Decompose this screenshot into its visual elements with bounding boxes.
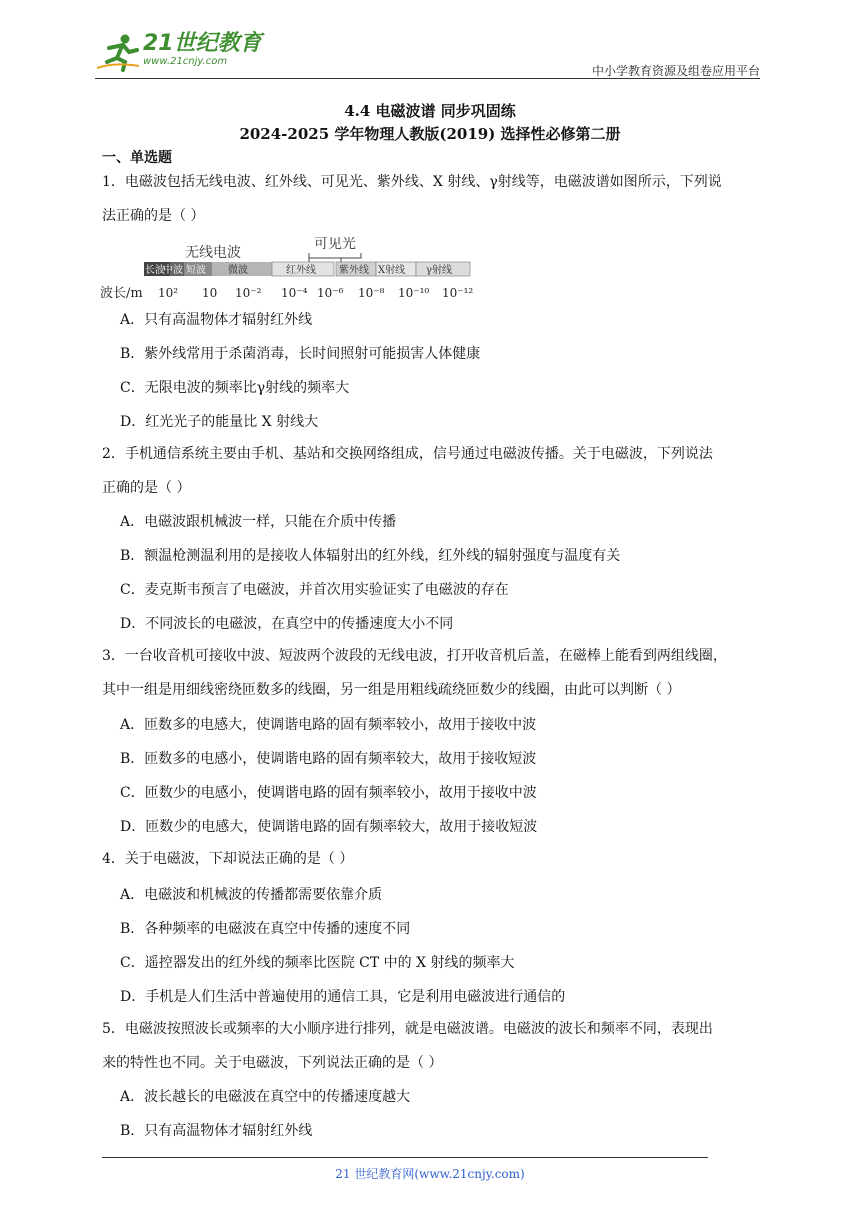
q1-option-d: D．红光光子的能量比 X 射线大 — [120, 414, 319, 430]
spectrum-diagram — [100, 237, 480, 303]
band-label-3: 微波 — [228, 265, 248, 276]
spectrum-label-radio: 无线电波 — [185, 245, 241, 261]
q4-option-d: D．手机是人们生活中普遍使用的通信工具，它是利用电磁波进行通信的 — [120, 989, 566, 1005]
q5-option-a: A．波长越长的电磁波在真空中的传播速度越大 — [120, 1089, 411, 1105]
band-label-0: 长波 — [145, 265, 165, 276]
logo — [95, 32, 262, 72]
spectrum-label-visible: 可见光 — [314, 237, 356, 252]
q5-option-b: B．只有高温物体才辐射红外线 — [120, 1123, 313, 1139]
runner-logo-icon — [95, 32, 141, 72]
tick-3: 10⁻⁴ — [281, 286, 308, 300]
band-label-2: 短波 — [186, 265, 206, 276]
q3-option-c: C．匝数少的电感小，使调谐电路的固有频率较小，故用于接收中波 — [120, 785, 537, 801]
tick-7: 10⁻¹² — [442, 286, 474, 300]
q4-option-c: C．遥控器发出的红外线的频率比医院 CT 中的 X 射线的频率大 — [120, 955, 515, 971]
q2-option-c: C．麦克斯韦预言了电磁波，并首次用实验证实了电磁波的存在 — [120, 582, 509, 598]
band-label-1: 中波 — [163, 265, 183, 276]
logo-url: www.21cnjy.com — [143, 56, 228, 67]
q1-option-a: A．只有高温物体才辐射红外线 — [120, 312, 313, 328]
section-heading: 一、单选题 — [102, 150, 172, 166]
footer-divider — [102, 1157, 708, 1158]
band-label-4: 红外线 — [286, 265, 316, 276]
doc-subtitle: 2024-2025 学年物理人教版(2019) 选择性必修第二册 — [239, 125, 621, 143]
q2-option-a: A．电磁波跟机械波一样，只能在介质中传播 — [120, 514, 397, 530]
question-3-stem: 3．一台收音机可接收中波、短波两个波段的无线电波，打开收音机后盖，在磁棒上能看到两组线圈， 其中一组是用细线密绕匝数多的线圈，另一组是用粗线疏绕匝数少的线圈，由此可以判断（ ） — [102, 648, 727, 698]
band-label-7: γ射线 — [426, 265, 452, 276]
question-2-stem: 2．手机通信系统主要由手机、基站和交换网络组成，信号通过电磁波传播。关于电磁波，下列说法 正确的是（ ） — [102, 446, 713, 496]
band-label-6: X射线 — [378, 265, 406, 276]
tick-6: 10⁻¹⁰ — [398, 286, 430, 300]
tick-2: 10⁻² — [235, 286, 262, 300]
tick-1: 10 — [202, 286, 218, 300]
q3-option-a: A．匝数多的电感大，使调谐电路的固有频率较小，故用于接收中波 — [120, 717, 537, 733]
q2-option-b: B．额温枪测温利用的是接收人体辐射出的红外线，红外线的辐射强度与温度有关 — [120, 548, 621, 564]
question-4-stem: 4．关于电磁波，下却说法正确的是（ ） — [102, 851, 354, 867]
band-label-5: 紫外线 — [339, 265, 369, 276]
logo-text: 21世纪教育 — [143, 31, 262, 56]
page-header — [95, 28, 760, 78]
tick-5: 10⁻⁸ — [358, 286, 385, 300]
footer-link[interactable]: 21 世纪教育网(www.21cnjy.com) — [335, 1167, 525, 1181]
question-1-stem: 1．电磁波包括无线电波、红外线、可见光、紫外线、X 射线、γ射线等，电磁波谱如图所示，下列说 法正确的是（ ） — [102, 174, 722, 224]
header-divider — [95, 78, 760, 79]
spectrum-axis-label: 波长/m — [100, 286, 143, 301]
header-platform-text: 中小学教育资源及组卷应用平台 — [591, 64, 760, 78]
q1-option-c: C．无限电波的频率比γ射线的频率大 — [120, 380, 350, 396]
tick-4: 10⁻⁶ — [317, 286, 344, 300]
q2-option-d: D．不同波长的电磁波，在真空中的传播速度大小不同 — [120, 616, 454, 632]
tick-0: 10² — [158, 286, 179, 300]
question-5-stem: 5．电磁波按照波长或频率的大小顺序进行排列，就是电磁波谱。电磁波的波长和频率不同，表现出 来的特性也不同。关于电磁波，下列说法正确的是（ ） — [102, 1021, 713, 1071]
q1-option-b: B．紫外线常用于杀菌消毒，长时间照射可能损害人体健康 — [120, 346, 481, 362]
doc-title: 4.4 电磁波谱 同步巩固练 — [344, 102, 516, 120]
q4-option-b: B．各种频率的电磁波在真空中传播的速度不同 — [120, 921, 411, 937]
q4-option-a: A．电磁波和机械波的传播都需要依靠介质 — [120, 887, 383, 903]
q3-option-d: D．匝数少的电感大，使调谐电路的固有频率较大，故用于接收短波 — [120, 819, 538, 835]
q3-option-b: B．匝数多的电感小，使调谐电路的固有频率较大，故用于接收短波 — [120, 751, 537, 767]
